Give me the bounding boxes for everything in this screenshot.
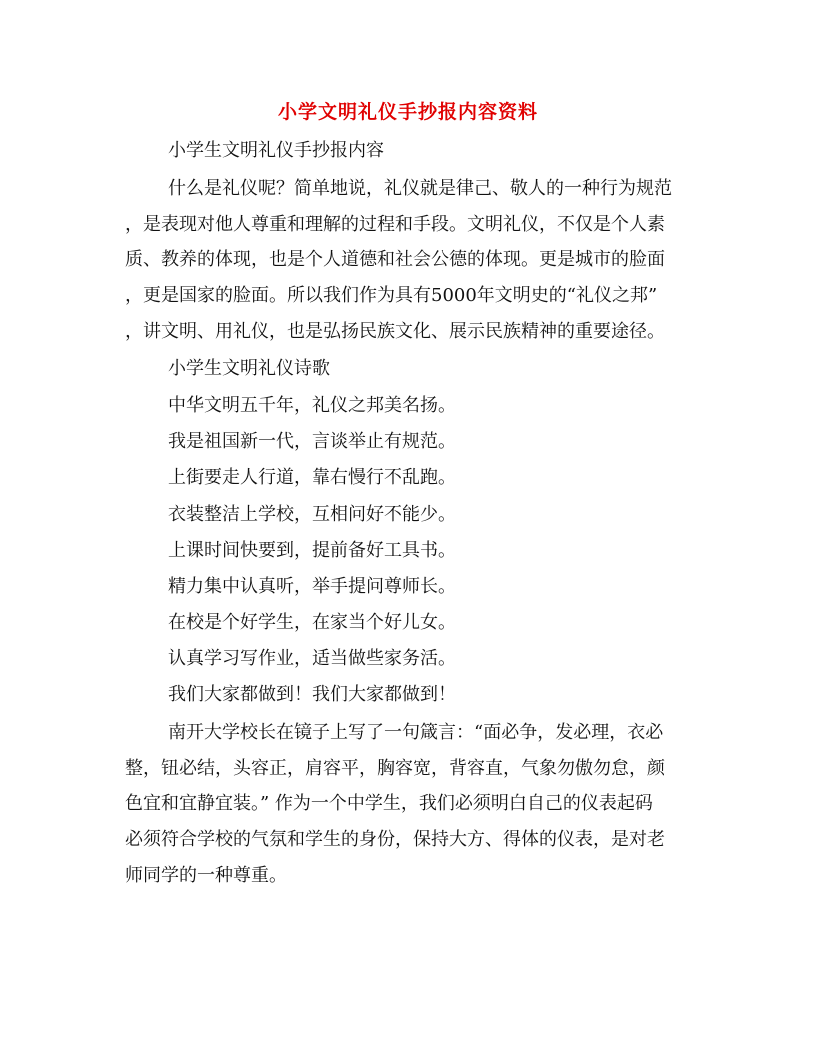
poem-line-1: 中华文明五千年，礼仪之邦美名扬。 [168,395,456,416]
intro-line-5: ，讲文明、用礼仪，也是弘扬民族文化、展示民族精神的重要途径。 [125,321,665,342]
subtitle: 小学生文明礼仪手抄报内容 [168,140,384,161]
closing-line-4: 必须符合学校的气氛和学生的身份，保持大方、得体的仪表，是对老 [125,829,665,850]
poem-line-6: 精力集中认真听，举手提问尊师长。 [168,576,456,597]
document-title: 小学文明礼仪手抄报内容资料 [277,101,538,123]
poem-line-5: 上课时间快要到，提前备好工具书。 [168,540,456,561]
closing-line-1: 南开大学校长在镜子上写了一句箴言：“面必争，发必理，衣必 [168,722,664,743]
intro-line-3: 质、教养的体现，也是个人道德和社会公德的体现。更是城市的脸面 [125,249,665,270]
poem-heading: 小学生文明礼仪诗歌 [168,358,330,379]
poem-line-9: 我们大家都做到！我们大家都做到！ [168,684,456,705]
closing-line-3: 色宜和宜静宜装。” 作为一个中学生，我们必须明白自己的仪表起码 [125,793,653,814]
poem-line-4: 衣装整洁上学校，互相问好不能少。 [168,504,456,525]
closing-line-2: 整，钮必结，头容正，肩容平，胸容宽，背容直，气象勿傲勿怠，颜 [125,758,665,779]
intro-line-2: ，是表现对他人尊重和理解的过程和手段。文明礼仪，不仅是个人素 [125,214,665,235]
closing-line-5: 师同学的一种尊重。 [125,865,287,886]
intro-line-1: 什么是礼仪呢？简单地说，礼仪就是律己、敬人的一种行为规范 [168,178,672,199]
poem-line-7: 在校是个好学生，在家当个好儿女。 [168,612,456,633]
poem-line-3: 上街要走人行道，靠右慢行不乱跑。 [168,467,456,488]
poem-line-8: 认真学习写作业，适当做些家务活。 [168,648,456,669]
poem-line-2: 我是祖国新一代，言谈举止有规范。 [168,431,456,452]
intro-line-4: ，更是国家的脸面。所以我们作为具有5000年文明史的“礼仪之邦” [125,285,658,306]
